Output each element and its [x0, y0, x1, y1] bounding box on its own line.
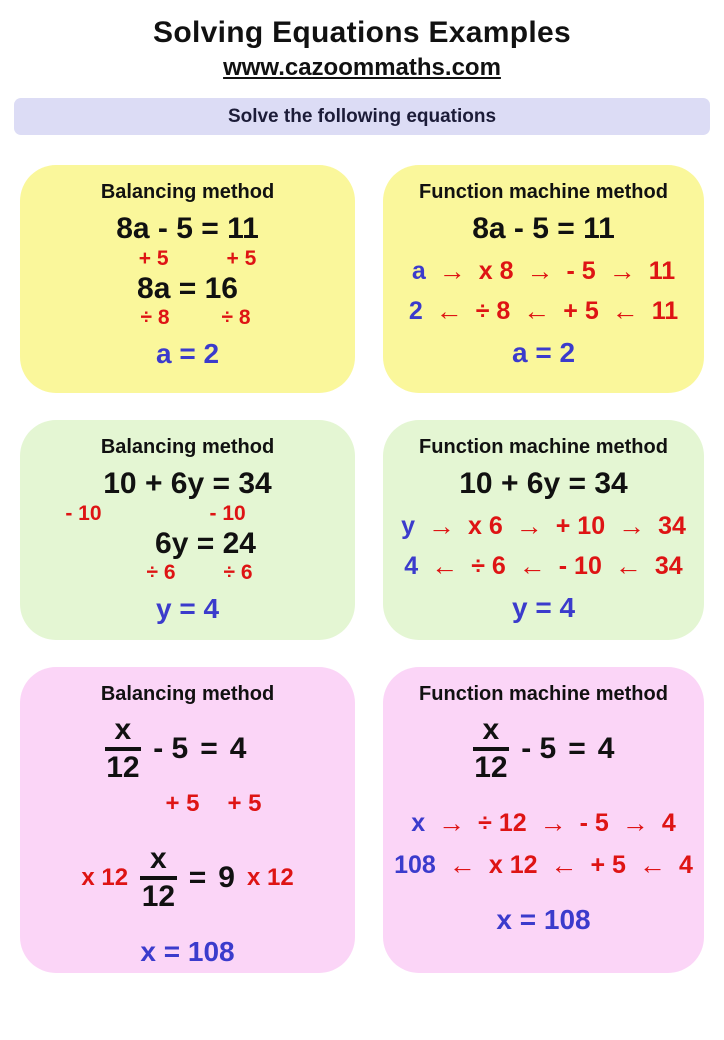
example-row-2 [0, 420, 724, 640]
machine-step: ÷ 6 [471, 551, 506, 580]
right-arrow-icon: → [621, 808, 649, 838]
left-arrow-icon: ← [448, 850, 476, 880]
right-arrow-icon: → [618, 510, 646, 541]
machine-result: 108 [394, 851, 436, 879]
machine-step: - 5 [566, 256, 596, 285]
machine-input: a [411, 256, 426, 285]
right-arrow-icon: → [526, 255, 554, 286]
machine-step: - 10 [558, 551, 602, 580]
panel-machine-6y [383, 420, 704, 640]
machine-forward-line [391, 809, 696, 838]
equation-step: 8a = 16 [137, 271, 238, 305]
machine-step: ÷ 8 [475, 296, 511, 325]
left-arrow-icon: ← [611, 295, 639, 326]
panel-title: Function machine method [419, 683, 668, 705]
operation-right: + 5 [226, 246, 257, 270]
fraction [105, 714, 142, 783]
left-arrow-icon: ← [518, 550, 546, 581]
machine-result: 4 [404, 551, 419, 580]
example-row-3 [0, 667, 724, 973]
instruction-banner [14, 98, 710, 135]
equals-sign: = [568, 731, 586, 765]
panel-title: Balancing method [100, 683, 275, 705]
machine-step: x 12 [488, 851, 538, 879]
left-arrow-icon: ← [638, 850, 666, 880]
equation-rhs: 9 [218, 860, 235, 894]
machine-step: ÷ 12 [478, 809, 527, 837]
left-arrow-icon: ← [523, 295, 551, 326]
solution: x = 108 [496, 904, 591, 935]
operation-left: ÷ 6 [146, 561, 176, 585]
machine-reverse-line [391, 297, 696, 326]
machine-step: x 8 [478, 256, 514, 285]
equals-sign: = [188, 860, 207, 894]
equation-step [28, 843, 347, 912]
fraction-numerator: x [140, 843, 177, 880]
right-arrow-icon: → [438, 255, 466, 286]
equation-step: 6y = 24 [155, 526, 256, 560]
example-row-1 [0, 165, 724, 393]
operation-row [36, 305, 355, 331]
operation-right: ÷ 6 [223, 561, 253, 585]
fraction-denominator: 12 [106, 750, 140, 784]
equation-original: 8a - 5 = 11 [472, 212, 615, 245]
machine-forward-line [391, 512, 696, 541]
solution: a = 2 [511, 336, 576, 368]
machine-output: 4 [661, 809, 676, 837]
fraction-numerator: x [105, 714, 142, 751]
left-arrow-icon: ← [435, 295, 463, 326]
solution: y = 4 [155, 592, 220, 624]
fraction [140, 843, 177, 912]
operation-row [0, 501, 315, 527]
panel-title: Function machine method [419, 181, 668, 203]
panel-balancing-6y [20, 420, 355, 640]
worksheet-page [0, 16, 724, 973]
panel-machine-8a [383, 165, 704, 393]
operation-row [40, 560, 359, 586]
right-arrow-icon: → [427, 510, 455, 541]
operation-row [54, 789, 373, 819]
machine-reverse-line [391, 552, 696, 581]
left-arrow-icon: ← [614, 550, 642, 581]
equation-operator: - 5 [153, 731, 189, 765]
panel-title: Balancing method [100, 181, 275, 203]
machine-result: 2 [408, 296, 423, 325]
machine-output: 11 [651, 296, 679, 325]
operation-right: - 10 [209, 501, 246, 525]
machine-input: y [401, 511, 415, 540]
operation-left: ÷ 8 [140, 306, 170, 330]
right-arrow-icon: → [515, 510, 543, 541]
panel-title: Balancing method [100, 436, 275, 458]
operation-left: - 10 [65, 501, 102, 525]
fraction-denominator: 12 [141, 879, 176, 913]
machine-input: x [411, 809, 426, 837]
left-arrow-icon: ← [431, 550, 459, 581]
multiply-annotation-right: x 12 [246, 863, 294, 891]
operation-right: + 5 [227, 790, 262, 817]
machine-step: x 6 [467, 511, 503, 540]
page-title: Solving Equations Examples [153, 16, 571, 49]
machine-step: - 5 [579, 809, 609, 837]
equation-rhs: 4 [229, 731, 247, 765]
fraction-denominator: 12 [474, 750, 508, 784]
panel-machine-x12 [383, 667, 704, 973]
machine-step: + 5 [590, 851, 626, 879]
fraction [473, 714, 510, 783]
machine-output: 4 [678, 851, 693, 879]
equation-original [391, 714, 696, 783]
panel-title: Function machine method [419, 436, 668, 458]
equation-operator: - 5 [521, 731, 557, 765]
panel-balancing-8a [20, 165, 355, 393]
equation-original [16, 714, 335, 783]
machine-output: 34 [654, 551, 683, 580]
equation-original: 8a - 5 = 11 [116, 212, 259, 245]
right-arrow-icon: → [608, 255, 636, 286]
solution: x = 108 [140, 936, 235, 967]
equation-original: 10 + 6y = 34 [459, 467, 628, 500]
equation-rhs: 4 [597, 731, 615, 765]
machine-output: 11 [648, 256, 676, 285]
solution: y = 4 [511, 591, 576, 623]
machine-forward-line [391, 257, 696, 286]
machine-reverse-line [391, 851, 696, 880]
site-url-link[interactable]: www.cazoommaths.com [223, 54, 501, 81]
machine-output: 34 [658, 511, 686, 540]
left-arrow-icon: ← [550, 850, 578, 880]
panel-balancing-x12 [20, 667, 355, 973]
operation-left: + 5 [165, 790, 200, 817]
multiply-annotation-left: x 12 [81, 863, 129, 891]
equation-original: 10 + 6y = 34 [103, 467, 272, 500]
instruction-text: Solve the following equations [227, 105, 497, 127]
machine-step: + 10 [555, 511, 606, 540]
operation-row [38, 246, 357, 272]
fraction-numerator: x [473, 714, 510, 751]
equals-sign: = [200, 731, 218, 765]
right-arrow-icon: → [438, 808, 466, 838]
machine-step: + 5 [563, 296, 599, 325]
operation-right: ÷ 8 [221, 306, 251, 330]
operation-left: + 5 [138, 246, 169, 270]
right-arrow-icon: → [539, 808, 567, 838]
solution: a = 2 [155, 337, 220, 369]
